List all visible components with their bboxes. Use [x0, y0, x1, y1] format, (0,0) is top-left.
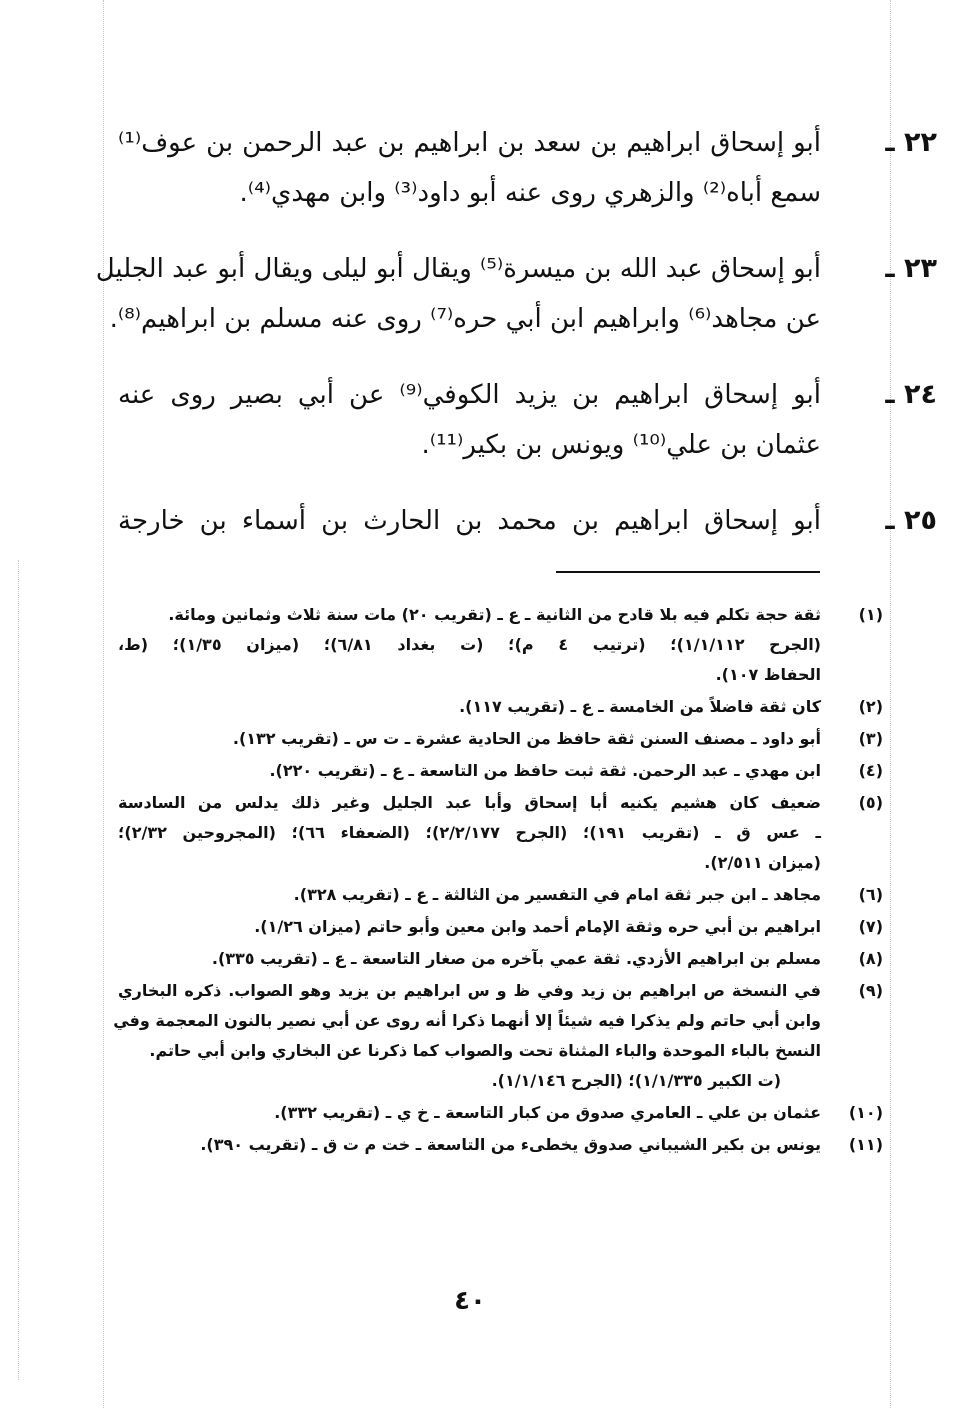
entry-line: أبو إسحاق ابراهيم بن محمد بن الحارث بن أسماء بن خارجة: [118, 506, 821, 536]
footnote-separator: [556, 571, 820, 573]
entry-line: عن مجاهد⁽⁶⁾ وابراهيم ابن أبي حره⁽⁷⁾ روى عنه مسلم بن ابراهيم⁽⁸⁾.: [109, 304, 821, 334]
footnote: [118, 1130, 883, 1160]
footnote-number: (٣): [858, 729, 883, 748]
footnote: [118, 756, 883, 786]
footnote-number: (١٠): [848, 1103, 883, 1122]
entry-line: أبو إسحاق عبد الله بن ميسرة⁽⁵⁾ ويقال أبو ليلى ويقال أبو عبد الجليل: [95, 254, 821, 284]
entry-line: سمع أباه⁽²⁾ والزهري روى عنه أبو داود⁽³⁾ وابن مهدي⁽⁴⁾.: [239, 178, 821, 208]
footnote: [118, 912, 883, 942]
footnote-line: (الجرح ١/١/١١٢)؛ (ترتيب ٤ م)؛ (ت بغداد ٦/٨١)؛ (ميزان ١/٣٥)؛ (ط،: [118, 635, 821, 654]
entry: [118, 370, 937, 470]
footnote-line: الحفاظ ١٠٧).: [715, 665, 821, 684]
entry-line: عثمان بن علي⁽¹⁰⁾ ويونس بن بكير⁽¹¹⁾.: [421, 430, 821, 460]
entry-line: أبو إسحاق ابراهيم بن يزيد الكوفي⁽⁹⁾ عن أبي بصير روى عنه: [118, 380, 821, 410]
footnote-line: يونس بن بكير الشيباني صدوق يخطىء من التاسعة ـ خت م ت ق ـ (تقريب ٣٩٠).: [200, 1135, 821, 1154]
entry-number: ٢٤ ـ: [885, 379, 937, 410]
footnote-line: ابراهيم بن أبي حره وثقة الإمام أحمد وابن معين وأبو حاتم (ميزان ١/٢٦).: [254, 917, 821, 936]
footnote-line: كان ثقة فاضلاً من الخامسة ـ ع ـ (تقريب ١١٧).: [459, 697, 821, 716]
footnote-number: (٤): [858, 761, 883, 780]
footnote-line: ضعيف كان هشيم يكنيه أبا إسحاق وأبا عبد الجليل وغير ذلك يدلس من السادسة: [118, 793, 821, 812]
entry: [95, 244, 937, 344]
entry-number: ٢٢ ـ: [885, 127, 937, 158]
footnote-number: (١): [858, 605, 883, 624]
footnote-number: (٥): [858, 793, 883, 812]
footnote-line: (ت الكبير ١/١/٣٣٥)؛ (الجرح ١/١/١٤٦).: [491, 1071, 781, 1090]
scan-margin-dots-right: [890, 0, 891, 1408]
footnote-line: (ميزان ٢/٥١١).: [704, 853, 821, 872]
footnote-number: (١١): [848, 1135, 883, 1154]
footnote: [118, 1098, 883, 1128]
footnote-number: (٧): [858, 917, 883, 936]
entry: [118, 118, 937, 218]
footnote: [118, 600, 883, 690]
footnotes: [113, 600, 883, 1162]
footnote-line: أبو داود ـ مصنف السنن ثقة حافظ من الحادية عشرة ـ ت س ـ (تقريب ١٣٢).: [232, 729, 821, 748]
footnote: [118, 788, 883, 878]
footnote-line: مجاهد ـ ابن جبر ثقة امام في التفسير من الثالثة ـ ع ـ (تقريب ٣٢٨).: [293, 885, 821, 904]
footnote-line: النسخ بالباء الموحدة والباء المثناة تحت والصواب كما ذكرنا عن البخاري وابن أبي حاتم.: [149, 1041, 821, 1060]
footnote-line: ابن مهدي ـ عبد الرحمن. ثقة ثبت حافظ من التاسعة ـ ع ـ (تقريب ٢٢٠).: [269, 761, 821, 780]
entry: [118, 496, 937, 546]
footnote-number: (٢): [858, 697, 883, 716]
footnote-number: (٦): [858, 885, 883, 904]
footnote: [113, 976, 883, 1096]
page-number: ٤٠: [454, 1286, 486, 1316]
scan-margin-dots-inner: [103, 0, 104, 1408]
footnote-line: وابن أبي حاتم ولم يذكرا فيه شيئاً إلا أنهما ذكرا أنه روى عن أبي نصير بالنون المعجمة وفي: [113, 1011, 821, 1030]
entry-line: أبو إسحاق ابراهيم بن سعد بن ابراهيم بن عبد الرحمن بن عوف⁽¹⁾: [118, 128, 821, 158]
entry-number: ٢٥ ـ: [885, 505, 937, 536]
footnote: [118, 944, 883, 974]
footnote-line: ـ عس ق ـ (تقريب ١٩١)؛ (الجرح ٢/٢/١٧٧)؛ (الضعفاء ٦٦)؛ (المجروحين ٢/٣٢)؛: [118, 823, 822, 842]
footnote-line: ثقة حجة تكلم فيه بلا قادح من الثانية ـ ع ـ (تقريب ٢٠) مات سنة ثلاث وثمانين ومائة.: [168, 605, 821, 624]
footnote-number: (٨): [858, 949, 883, 968]
main-entries: [95, 118, 937, 572]
scan-margin-dots-left: [18, 560, 19, 1380]
footnote-number: (٩): [858, 981, 883, 1000]
footnote-line: عثمان بن علي ـ العامري صدوق من كبار التاسعة ـ خ ي ـ (تقريب ٣٣٢).: [274, 1103, 821, 1122]
entry-number: ٢٣ ـ: [885, 253, 937, 284]
footnote: [118, 692, 883, 722]
footnote-line: مسلم بن ابراهيم الأزدي. ثقة عمي بآخره من صغار التاسعة ـ ع ـ (تقريب ٣٣٥).: [211, 949, 821, 968]
footnote-line: في النسخة ص ابراهيم بن زيد وفي ظ و س ابراهيم بن يزيد وهو الصواب. ذكره البخاري: [118, 981, 821, 1000]
footnote: [118, 724, 883, 754]
footnote: [118, 880, 883, 910]
